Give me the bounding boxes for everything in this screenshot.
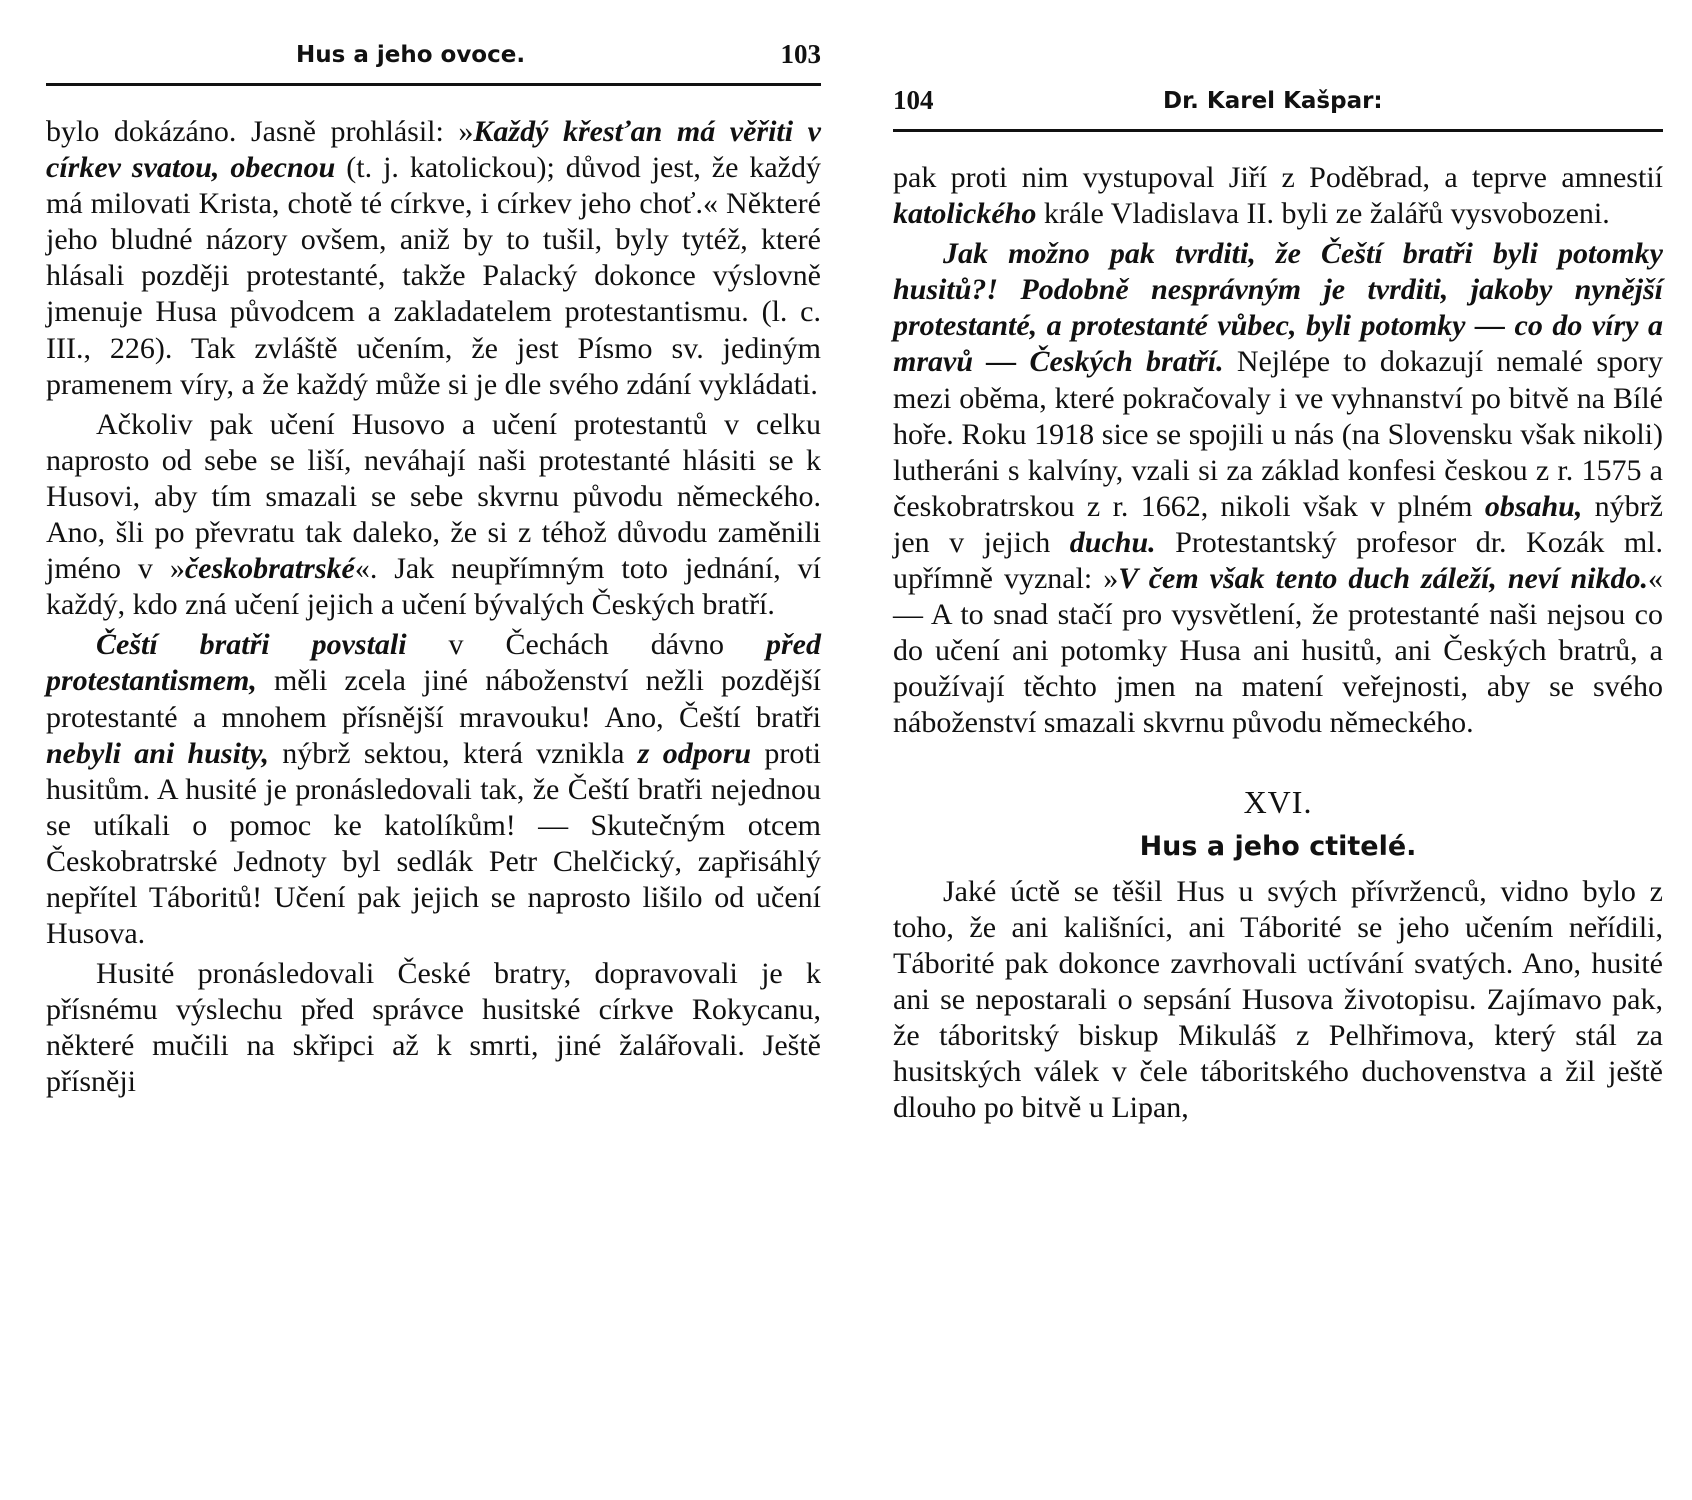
- emphasized-text: z odporu: [637, 736, 752, 770]
- text-run: Nejlépe to dokazují nemalé spory mezi oběma, které pokračovaly i ve vyhnanství po bitvě na Bílé hoře. Roku 1918 sice se spojili u nás (na Slovensku však nikoli) lutheráni s kalvíny, vzali si za základ konfesi českou z r. 1575 a českobratrskou z r. 1662, nikoli však v plném: [893, 345, 1663, 523]
- left-body-text: [46, 114, 821, 1101]
- emphasized-text: duchu.: [1069, 525, 1156, 559]
- paragraph: [893, 236, 1663, 741]
- right-page-number: 104: [893, 85, 934, 115]
- right-running-head: [893, 85, 1663, 132]
- text-run: proti husitům. A husité je pronásledovali tak, že Čeští bratři nejednou se utíkali o pomoc ke katolíkům! — Skutečným otcem Českobratrské Jednoty byl sedlák Petr Chelčický, zapřisáhlý nepřítel Táboritů! Učení pak jejich se naprosto lišilo od učení Husova.: [46, 736, 821, 951]
- paragraph: [46, 114, 821, 403]
- left-page: [46, 0, 821, 1105]
- text-run: pak proti nim vystupoval Jiří z Poděbrad, a teprve amnestií: [893, 161, 1663, 194]
- text-run: bylo dokázáno. Jasně prohlásil: »: [46, 115, 474, 148]
- emphasized-text: katolického: [893, 197, 1037, 231]
- paragraph: [893, 160, 1663, 232]
- paragraph: [46, 407, 821, 624]
- text-run: Protestantský profesor dr. Kozák ml. upřímně vyznal: »: [893, 525, 1664, 596]
- text-run: (t. j. katolickou); důvod jest, že každý má milovati Krista, chotě té církve, i církev jeho choť.« Některé jeho bludné názory ovšem, aniž by to tušil, byly tytéž, které hlásali později protestanté, takže Palacký dokonce výslovně jmenuje Husa původcem a zakladatelem protestantismu. (l. c. III., 226). Tak zvláště učením, že jest Písmo sv. jediným pramenem víry, a že každý může si je dle svého zdání vykládati.: [46, 151, 822, 401]
- right-body-text-after-chapter: [893, 874, 1663, 1127]
- text-run: Jaké úctě se těšil Hus u svých přívrženců, vidno bylo z toho, že ani kališníci, ani Táborité se jeho učením neřídili, Táborité pak dokonce zavrhovali uctívání svatých. Ano, husité ani se nepostarali o sepsání Husova životopisu. Zajímavo pak, že táboritský biskup Mikuláš z Pelhřimova, který stál za husitských válek v čele táboritského duchovenstva a žil ještě dlouho po bitvě u Lipan,: [893, 874, 1663, 1125]
- text-run: v Čechách dávno: [406, 628, 766, 662]
- emphasized-text: českobratrské: [184, 552, 355, 586]
- chapter-number: XVI.: [1243, 783, 1313, 820]
- emphasized-text: Každý křesťan má věřiti v církev svatou, obecnou: [46, 115, 821, 185]
- left-page-number: 103: [780, 39, 821, 69]
- right-body-text: [893, 160, 1663, 742]
- right-page: [893, 0, 1663, 1130]
- text-run: Husité pronásledovali České bratry, dopravovali je k přísnému výslechu před správce husitské církve Rokycanu, některé mučili na skřipci až k smrti, jiné žalářovali. Ještě přísněji: [46, 957, 821, 1099]
- paragraph: [46, 956, 821, 1100]
- text-run: «. Jak neupřímným toto jednání, ví každý, kdo zná učení jejich a učení bývalých Českých bratří.: [46, 552, 821, 622]
- emphasized-text: před protestantismem,: [46, 628, 821, 698]
- text-run: nýbrž sektou, která vznikla: [268, 736, 638, 770]
- left-header-rule: [46, 83, 821, 86]
- text-run: krále Vladislava II. byli ze žalářů vysvobozeni.: [1036, 197, 1610, 231]
- emphasized-text: V čem však tento duch záleží, neví nikdo.: [1118, 562, 1648, 596]
- emphasized-text: obsahu,: [1484, 489, 1583, 523]
- emphasized-text: nebyli ani husity,: [46, 736, 269, 770]
- left-running-head: [46, 39, 821, 86]
- paragraph: [893, 874, 1663, 1127]
- right-running-head-title: Dr. Karel Kašpar:: [1163, 88, 1383, 114]
- emphasized-text: Čeští bratři povstali: [96, 628, 407, 662]
- text-run: nýbrž jen v jejich: [893, 489, 1663, 559]
- text-run: měli zcela jiné náboženství nežli pozdější protestanté a mnohem přísnější mravouku! Ano, Čeští bratři: [46, 664, 821, 734]
- emphasized-text: Jak možno pak tvrditi, že Čeští bratři byli potomky husitů?! Podobně nesprávným je tvrditi, jakoby nynější protestanté, a protestanté vůbec, byli potomky — co do víry a mravů — Českých bratří.: [893, 237, 1663, 379]
- text-run: Ačkoliv pak učení Husovo a učení protestantů v celku naprosto od sebe se liší, neváhají naši protestanté hlásiti se k Husovi, aby tím smazali se sebe skvrnu původu německého. Ano, šli po převratu tak daleko, že si z téhož důvodu zaměnili jméno v »: [46, 407, 821, 586]
- right-header-rule: [893, 129, 1663, 132]
- paragraph: [46, 627, 821, 952]
- left-running-head-title: Hus a jeho ovoce.: [296, 42, 526, 68]
- text-run: « — A to snad stačí pro vysvětlení, že protestanté naši nejsou co do učení ani potomky Husa ani husitů, ani Českých bratrů, a používají těchto jmen na matení veřejnosti, aby se svého náboženství smazali skvrnu původu německého.: [893, 562, 1663, 740]
- chapter-title: Hus a jeho ctitelé.: [1139, 830, 1417, 862]
